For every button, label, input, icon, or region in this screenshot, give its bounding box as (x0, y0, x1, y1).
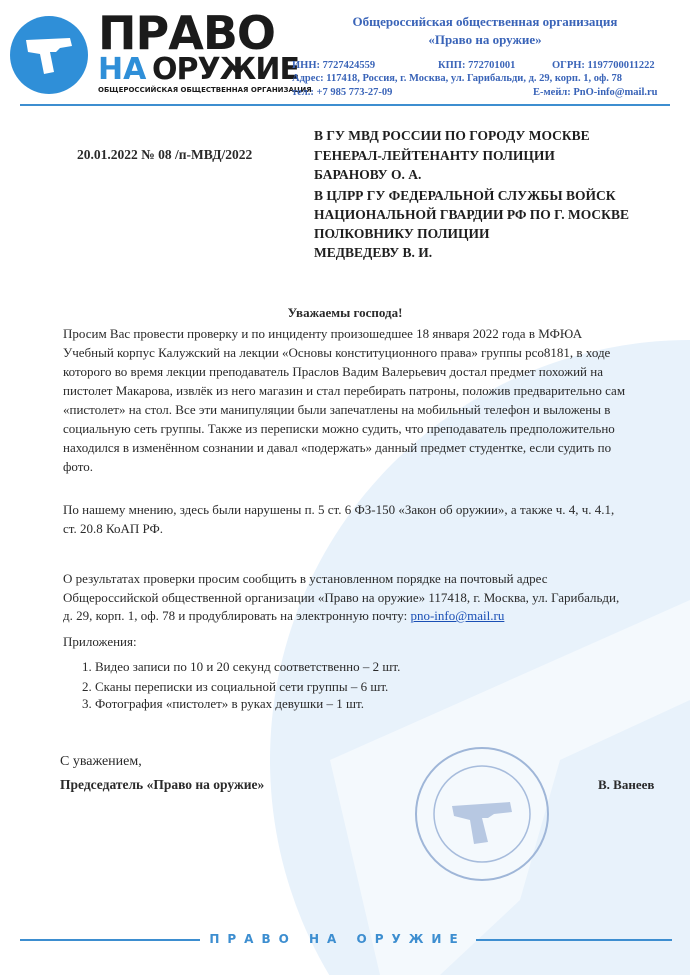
addressee1-line1: В ГУ МВД РОССИИ ПО ГОРОДУ МОСКВЕ (314, 128, 590, 143)
addressee2-line2: НАЦИОНАЛЬНОЙ ГВАРДИИ РФ ПО Г. МОСКВЕ (314, 207, 629, 222)
addressee2-line3: ПОЛКОВНИКУ ПОЛИЦИИ (314, 226, 490, 241)
org-title-line2: «Право на оружие» (428, 32, 542, 47)
attachment-item: 2. Сканы переписки из социальной сети группы – 6 шт. (82, 679, 389, 694)
para1-line: находился в изменённом сознании и давал «подержать» данный предмет студентке, если судить по (63, 440, 612, 455)
letter-reference: 20.01.2022 № 08 /п-МВД/2022 (77, 147, 253, 162)
logo-subtitle: ОБЩЕРОССИЙСКАЯ ОБЩЕСТВЕННАЯ ОРГАНИЗАЦИЯ (98, 86, 312, 94)
kpp-text: КПП: 772701001 (438, 60, 516, 71)
para1-line: фото. (63, 459, 94, 474)
addressee1-line2: ГЕНЕРАЛ-ЛЕЙТЕНАНТУ ПОЛИЦИИ (314, 148, 555, 163)
footer-text: ПРАВО НА ОРУЖИЕ (209, 932, 466, 946)
email-text: E-мейл: PnO-info@mail.ru (533, 87, 658, 98)
organization-logo (10, 6, 312, 96)
logo-pistol-icon (10, 16, 88, 94)
signer-name: В. Ванеев (598, 777, 655, 792)
para1-line: пистолет Макарова, извлёк из него магазин и стал перебирать патроны, положив предварительно сам (63, 383, 626, 398)
attachments-title: Приложения: (63, 634, 137, 649)
logo-word-pravo: ПРАВО (98, 6, 275, 60)
inn-text: ИНН: 7727424559 (292, 60, 376, 71)
para3-line: Общероссийской общественной организации «Право на оружие» 117418, г. Москва, ул. Гарибальди, (63, 590, 620, 605)
para1-line: «пистолет» на стол. Все эти манипуляции были запечатлены на мобильный телефон и выложены в (63, 402, 611, 417)
para3-line-last (63, 606, 504, 626)
header-divider (20, 104, 670, 106)
phone-text: тел.: +7 985 773-27-09 (292, 87, 393, 98)
para2-line: По нашему мнению, здесь были нарушены п. 5 ст. 6 ФЗ-150 «Закон об оружии», а также ч. 4, ч. 4.1, (63, 502, 615, 517)
addressee2-line1: В ЦЛРР ГУ ФЕДЕРАЛЬНОЙ СЛУЖБЫ ВОЙСК (314, 188, 616, 203)
ogrn-text: ОГРН: 1197700011222 (552, 60, 655, 71)
org-title-line1: Общероссийская общественная организация (352, 14, 618, 29)
para1-line: Просим Вас провести проверку и по инциденту произошедшее 18 января 2022 года в МФЮА (63, 326, 583, 341)
para1-line: которого во время лекции преподаватель Праслов Вадим Валерьевич достал предмет похожий на (63, 364, 603, 379)
email-link[interactable]: pno-info@mail.ru (410, 608, 505, 623)
footer-divider-left (20, 939, 200, 941)
greeting: Уважаемы господа! (287, 305, 403, 320)
attachment-item: 3. Фотография «пистолет» в руках девушки – 1 шт. (82, 696, 364, 711)
para1-line: социальную сеть группы. Также из переписки можно судить, что преподаватель предположительно (63, 421, 615, 436)
organization-seal (412, 744, 552, 884)
para3-line: О результатах проверки просим сообщить в установленном порядке на почтовый адрес (63, 571, 548, 586)
para2-line: ст. 20.8 КоАП РФ. (63, 521, 164, 536)
signer-title: Председатель «Право на оружие» (60, 777, 265, 792)
closing: С уважением, (60, 754, 142, 769)
para1-line: Учебный корпус Калужский на лекции «Основы конституционного права» группы рсо8181, в ходе (63, 345, 611, 360)
para3-text: д. 29, корп. 1, оф. 78 и продублировать на электронную почту: (63, 608, 411, 623)
attachment-item: 1. Видео записи по 10 и 20 секунд соответственно – 2 шт. (82, 659, 401, 674)
logo-word-na: НА (98, 52, 147, 87)
addressee1-line3: БАРАНОВУ О. А. (314, 167, 422, 182)
logo-word-oruzhie: ОРУЖИЕ (152, 52, 299, 87)
footer-divider-right (476, 939, 672, 941)
addressee2-line4: МЕДВЕДЕВУ В. И. (314, 245, 433, 260)
address-text: Адрес: 117418, Россия, г. Москва, ул. Гарибальди, д. 29, корп. 1, оф. 78 (292, 73, 622, 84)
